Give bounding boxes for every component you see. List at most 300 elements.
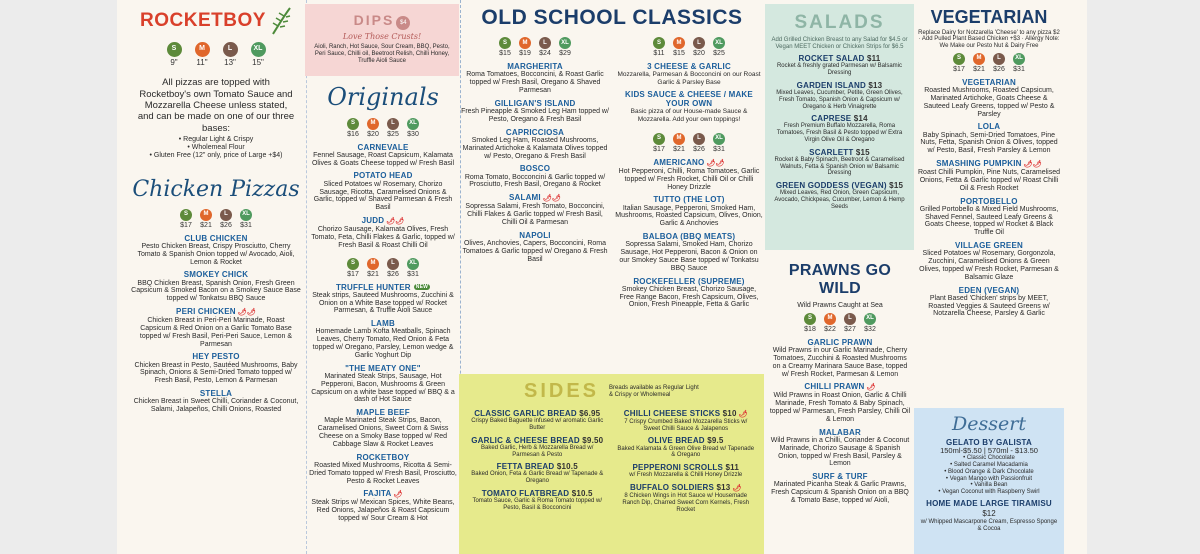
- size-dot: S: [347, 118, 359, 130]
- item-name: [309, 364, 457, 373]
- item-desc: Sliced Potatoes w/ Rosemary, Chorizo Sausage, Ricotta, Caramelised Onions & Garlic, topped w/ Shaved Parmesan & Fresh Basil: [313, 180, 453, 212]
- menu-item: [616, 409, 757, 432]
- size-price: $30: [407, 130, 419, 138]
- item-name-text: MAPLE BEEF: [356, 408, 410, 418]
- size-dot: XL: [407, 258, 419, 270]
- menu-item: [461, 128, 609, 161]
- size-option: [218, 209, 234, 230]
- size-price: $19: [519, 50, 531, 58]
- size-dot: M: [367, 258, 379, 270]
- item-name-text: TUTTO (THE LOT): [653, 195, 725, 205]
- menu-item: [771, 148, 908, 177]
- size-price: $31: [240, 221, 252, 229]
- item-price: $10.5: [554, 462, 578, 472]
- item-desc: Sopressa Salami, Smoked Ham, Chorizo Sausage, Hot Pepperoni, Bacon & Onion on our Smokey Sauce Base topped w/ Tonkatsu BBQ Sauce: [619, 241, 759, 272]
- classics-left: [461, 34, 609, 309]
- classics-columns: [461, 34, 763, 309]
- item-name-text: NAPOLI: [519, 230, 551, 240]
- menu-item: [131, 307, 301, 348]
- size-option: [345, 258, 361, 279]
- menu-item: [309, 143, 457, 168]
- tiramisu-desc: w/ Whipped Mascarpone Cream, Espresso Sponge & Cocoa: [920, 518, 1058, 532]
- size-option: [951, 53, 967, 74]
- menu-item: [769, 382, 911, 423]
- size-option: [971, 53, 987, 74]
- size-dot: L: [693, 37, 705, 49]
- size-option: [862, 313, 878, 334]
- size-price: $24: [539, 50, 551, 58]
- item-name-text: CHILLI CHEESE STICKS: [623, 409, 721, 418]
- item-price: $11: [723, 463, 739, 473]
- item-price: $11: [864, 54, 881, 64]
- item-name: [615, 62, 763, 71]
- sides-note: Breads available as Regular Light & Crispy or Wholemeal: [609, 384, 699, 398]
- menu-item: [309, 453, 457, 486]
- item-name: [461, 62, 609, 71]
- size-dot: M: [519, 37, 531, 49]
- item-name-text: HEY PESTO: [192, 352, 240, 362]
- menu-item: [461, 164, 609, 189]
- item-name: [616, 409, 757, 419]
- size-dot: L: [223, 42, 238, 57]
- chicken-prices: [131, 209, 301, 230]
- item-desc: Maple Marinated Steak Strips, Bacon, Caramelised Onions, Sweet Corn & Swiss Cheese on a Smoky Base topped w/ Red Cabbage Slaw & Rocket Leaves: [317, 417, 449, 448]
- item-name: [615, 195, 763, 204]
- flavour-item: • Vegan Coconut with Raspberry Swirl: [938, 489, 1040, 496]
- originals-items: [309, 143, 457, 250]
- item-desc: Wild Prawns in Roast Onion, Garlic & Chilli Marinade, Fresh Tomato & Baby Spinach, topped w/ Parmesan, Fresh Parsley, Chilli Oil & Lemon: [769, 392, 911, 423]
- logo-text: ROCKETBOY: [140, 10, 266, 32]
- item-name-text: SMASHING PUMPKIN: [936, 159, 1022, 169]
- item-name: [918, 78, 1060, 87]
- size-dot: L: [387, 118, 399, 130]
- item-name: [918, 241, 1060, 250]
- item-name-text: SCARLETT: [809, 147, 854, 157]
- item-name-text: VILLAGE GREEN: [955, 241, 1023, 251]
- originals-items-2: [309, 283, 457, 523]
- chili-icon: 🌶🌶: [542, 195, 562, 203]
- size-price: 11": [196, 58, 208, 67]
- size-option: [1011, 53, 1027, 74]
- menu-item: [769, 472, 911, 505]
- size-price: $20: [693, 50, 705, 58]
- item-name-text: GARLIC PRAWN: [807, 337, 873, 347]
- size-dot: XL: [251, 42, 266, 57]
- item-desc: Homemade Lamb Kofta Meatballs, Spinach Leaves, Cherry Tomato, Red Onion & Feta topped w/ Oregano, Parsley, Lemon wedge & Garlic Yoghurt Dip: [312, 328, 454, 359]
- item-desc: 8 Chicken Wings in Hot Sauce w/ Housemade Ranch Dip, Charred Sweet Corn Kernels, Fresh Rocket: [622, 493, 750, 513]
- item-name: [309, 143, 457, 152]
- chili-icon: 🌶🌶: [237, 309, 256, 317]
- size-price: $26: [993, 65, 1005, 73]
- item-desc: w/ Fresh Mozzarella & Chilli Honey Drizzle: [629, 472, 743, 479]
- item-desc: Wild Prawns in our Garlic Marinade, Cherry Tomatoes, Zucchini & Roasted Mushrooms on a Creamy Marinara Sauce Base, topped w/ Fresh Rocket, Parmesan & Lemon: [772, 347, 908, 378]
- menu-item: [467, 409, 608, 432]
- item-desc: Chicken Breast in Pesto, Sautéed Mushrooms, Baby Spinach, Onions & Semi-Dried Tomato topped w/ Fresh Basil, Pesto, Lemon & Parmesan: [134, 361, 298, 385]
- size-option: [246, 42, 270, 67]
- size-option: [711, 37, 727, 58]
- size-price: $18: [804, 325, 816, 333]
- item-name: [615, 90, 763, 108]
- originals-prices-2: [309, 258, 457, 279]
- item-desc: Chicken Breast in Sweet Chilli, Coriander & Coconut, Salami, Jalapeños, Chilli Onions, Roasted: [133, 398, 299, 414]
- size-option: [178, 209, 194, 230]
- size-option: [691, 133, 707, 154]
- item-name: [309, 319, 457, 328]
- item-price: $6.95: [576, 409, 601, 418]
- vegetarian-items: [918, 78, 1060, 318]
- item-name-text: CLASSIC GARLIC BREAD: [474, 409, 577, 418]
- menu-item: [131, 352, 301, 385]
- dips-box: [305, 4, 459, 76]
- item-name: [309, 283, 457, 292]
- dessert-title: Dessert: [952, 413, 1026, 435]
- bases-list: [131, 136, 301, 159]
- item-name: [131, 307, 301, 317]
- menu-item: [616, 463, 757, 479]
- size-dot: L: [220, 209, 232, 221]
- size-price: $21: [673, 145, 685, 153]
- classics-items-a: [461, 62, 609, 263]
- size-option: [385, 118, 401, 139]
- item-name: [616, 463, 757, 472]
- size-dot: S: [653, 133, 665, 145]
- item-name-text: LOLA: [977, 122, 1001, 132]
- item-desc: Smokey Chicken Breast, Chorizo Sausage, Free Range Bacon, Fresh Capsicum, Olives, Onion, Fresh Pineapple, Fetta & Garlic: [619, 285, 759, 309]
- dips-subtitle: Love Those Crusts!: [342, 32, 422, 42]
- item-name-text: ROCKETBOY: [356, 452, 410, 462]
- item-name-text: CARNEVALE: [357, 142, 409, 152]
- item-desc: Pesto Chicken Breast, Crispy Prosciutto, Cherry Tomato & Spanish Onion topped w/ Avocado, Aioli, Lemon & Rocket: [137, 242, 295, 266]
- size-option: [198, 209, 214, 230]
- item-desc: Fresh Premium Buffalo Mozzarella, Roma Tomatoes, Fresh Basil & Pesto topped w/ Extra Virgin Olive Oil & Oregano: [776, 123, 903, 143]
- item-name: [918, 159, 1060, 169]
- menu-item: [131, 389, 301, 414]
- dips-desc: Aioli, Ranch, Hot Sauce, Sour Cream, BBQ, Pesto, Peri Sauce, Chilli oil, Beetroot Relish, Chilli Honey, Truffle Aioli Sauce: [314, 44, 450, 64]
- menu-item: [461, 193, 609, 227]
- item-name-text: CLUB CHICKEN: [184, 233, 248, 243]
- salads-intro: Add Grilled Chicken Breast to any Salad for $4.5 or Vegan MEET Chicken or Chicken Strips for $6.5: [771, 36, 908, 50]
- salads-title: SALADS: [794, 12, 885, 33]
- item-desc: Olives, Anchovies, Capers, Bocconcini, Roma Tomatoes & Garlic topped w/ Oregano & Fresh Basil: [462, 239, 608, 263]
- item-name-text: PEPPERONI SCROLLS: [632, 463, 724, 473]
- size-price: 15": [252, 58, 264, 67]
- item-price: $10: [720, 409, 737, 418]
- item-name-text: MALABAR: [819, 427, 861, 437]
- menu-item: [615, 277, 763, 310]
- size-dot: S: [804, 313, 816, 325]
- item-desc: Mixed Leaves, Red Onion, Green Capsicum, Avocado, Chickpeas, Cucumber, Lemon & Hemp Seeds: [774, 190, 905, 210]
- prawns-title: PRAWNS GO WILD: [788, 262, 892, 298]
- size-dot: M: [200, 209, 212, 221]
- item-name: [461, 164, 609, 173]
- item-desc: Chorizo Sausage, Kalamata Olives, Fresh Tomato, Feta, Chilli Flakes & Garlic, topped w/ Fresh Basil & Roast Chilli Oil: [311, 226, 455, 249]
- size-price: $21: [973, 65, 985, 73]
- classics-items-b: [615, 62, 763, 123]
- item-name: [771, 114, 908, 123]
- base-option: • Regular Light & Crispy: [178, 136, 254, 144]
- size-price: $32: [864, 325, 876, 333]
- item-name-text: STELLA: [199, 389, 233, 399]
- menu-item: [309, 283, 457, 316]
- sides-box: [459, 374, 764, 554]
- item-price: $9.5: [704, 436, 724, 446]
- item-desc: Fresh Pineapple & Smoked Leg Ham topped w/ Pesto, Oregano & Fresh Basil: [461, 108, 609, 123]
- item-name: [615, 277, 763, 286]
- item-name-text: PORTOBELLO: [960, 196, 1018, 206]
- size-dot: L: [844, 313, 856, 325]
- size-option: [238, 209, 254, 230]
- item-name: [309, 216, 457, 226]
- item-name: [616, 436, 757, 445]
- chili-icon: 🌶: [393, 491, 403, 499]
- menu-item: [771, 114, 908, 143]
- menu-item: [918, 286, 1060, 319]
- menu-item: [771, 181, 908, 210]
- size-option: [711, 133, 727, 154]
- item-name-text: "THE MEATY ONE": [345, 363, 421, 373]
- chicken-pizzas-title: Chicken Pizzas: [132, 176, 300, 202]
- item-name: [461, 128, 609, 137]
- item-name-text: TRUFFLE HUNTER: [335, 282, 411, 292]
- size-option: [345, 118, 361, 139]
- item-name: [467, 409, 608, 418]
- item-name-text: KIDS SAUCE & CHEESE / MAKE YOUR OWN: [625, 89, 753, 109]
- item-name: [467, 436, 608, 445]
- flavour-item: • Salted Caramel Macadamia: [950, 462, 1028, 469]
- item-desc: Roast Chilli Pumpkin, Pine Nuts, Caramelised Onions, Fetta & Garlic topped w/ Roast Chilli Oil & Fresh Rocket: [918, 169, 1060, 192]
- size-price: $29: [559, 50, 571, 58]
- item-name: [467, 462, 608, 471]
- item-name: [131, 234, 301, 243]
- size-price: 13": [224, 58, 236, 67]
- item-name-text: OLIVE BREAD: [647, 436, 705, 446]
- item-name: [615, 158, 763, 168]
- size-dot: M: [195, 42, 210, 57]
- item-name-text: BUFFALO SOLDIERS: [629, 483, 715, 493]
- item-desc: 7 Crispy Crumbed Baked Mozzarella Sticks w/ Sweet Chilli Sauce & Jalapenos: [624, 419, 748, 432]
- flavour-item: • Vanilla Bean: [970, 482, 1008, 489]
- menu-item: [616, 436, 757, 459]
- item-desc: Mixed Leaves, Cucumber, Petite, Green Olives, Fresh Tomato, Spanish Onion & Capsicum w/ Oregano & Herb Vinaigrette: [776, 90, 903, 110]
- divider: [306, 0, 307, 554]
- sides-title: SIDES: [523, 380, 600, 402]
- item-desc: Smoked Leg Ham, Roasted Mushrooms, Marinated Artichoke & Kalamata Olives topped w/ Pesto, Oregano & Fresh Basil: [462, 136, 608, 160]
- item-name: [461, 231, 609, 240]
- menu-item: [615, 158, 763, 192]
- flavour-item: • Classic Chocolate: [963, 455, 1015, 462]
- item-desc: BBQ Chicken Breast, Spanish Onion, Fresh Green Capsicum & Smoked Bacon on a Smokey Sauce Base topped w/ Tonkatsu BBQ Sauce: [131, 279, 301, 303]
- size-option: [365, 118, 381, 139]
- size-option: [557, 37, 573, 58]
- chili-icon: 🌶: [738, 411, 748, 418]
- size-price: $26: [693, 145, 705, 153]
- vegetarian-prices: [918, 53, 1060, 74]
- item-name-text: VEGETARIAN: [962, 77, 1016, 87]
- size-option: [671, 133, 687, 154]
- menu-item: [461, 231, 609, 264]
- size-dot: L: [387, 258, 399, 270]
- item-desc: Marinated Steak Strips, Sausage, Hot Pepperoni, Bacon, Mushrooms & Green Capsicum on a white base topped w/ BBQ & a dash of Hot Sauce: [311, 372, 455, 404]
- size-price: $21: [200, 221, 212, 229]
- size-dot: S: [347, 258, 359, 270]
- menu-item: [309, 319, 457, 360]
- size-price: $17: [653, 145, 665, 153]
- chili-icon: 🌶🌶: [706, 159, 725, 167]
- menu-item: [467, 436, 608, 459]
- item-name: [309, 171, 457, 180]
- size-dot: S: [180, 209, 192, 221]
- menu-item: [131, 234, 301, 267]
- item-name-text: BALBOA (BBQ MEATS): [642, 232, 736, 242]
- salads-box: [765, 4, 914, 250]
- menu-item: [467, 489, 608, 512]
- item-desc: Grilled Portobello & Mixed Field Mushrooms, Shaved Fennel, Sauteed Leafy Greens & Goats Cheese, topped w/ Rocket & Black Truffle Oil: [919, 205, 1059, 237]
- chili-icon: 🌶🌶: [386, 217, 405, 225]
- item-name-text: LAMB: [371, 319, 395, 329]
- item-name-text: CAPRICCIOSA: [505, 127, 565, 137]
- menu-item: [918, 159, 1060, 193]
- item-desc: Steak strips, Sauteed Mushrooms, Zucchini & Onion on a White Base topped w/ Rocket Parmesan, & Truffle Aioli Sauce: [312, 291, 454, 315]
- sides-header: [467, 380, 756, 403]
- item-desc: Mozzarella, Parmesan & Bocconcini on our Roast Garlic & Parsley Base: [617, 71, 761, 86]
- classics-right: [615, 34, 763, 309]
- classics-title: OLD SCHOOL CLASSICS: [481, 6, 743, 29]
- item-name: [615, 232, 763, 241]
- size-price: $15: [499, 50, 511, 58]
- tiramisu-price: $12: [982, 508, 996, 518]
- item-desc: Roasted Mixed Mushrooms, Ricotta & Semi-Dried Tomato topped w/ Fresh Basil, Prosciutto, Pesto & Rocket Leaves: [309, 461, 457, 485]
- menu-item: [309, 216, 457, 250]
- classics-prices-c: [615, 133, 763, 154]
- size-option: [691, 37, 707, 58]
- size-price: $26: [220, 221, 232, 229]
- item-name-text: EDEN (VEGAN): [958, 285, 1020, 295]
- pizza-intro: All pizzas are topped with Rocketboy's own Tomato Sauce and Mozzarella Cheese unless stated, and can be made on one of our three bases:: [137, 77, 295, 134]
- item-name-text: POTATO HEAD: [353, 171, 413, 181]
- column-prawns: [769, 262, 911, 554]
- size-option: [497, 37, 513, 58]
- item-name-text: SALAMI: [508, 193, 541, 203]
- size-dot: M: [367, 118, 379, 130]
- size-price: $25: [713, 50, 725, 58]
- menu-item: [771, 81, 908, 110]
- item-desc: Basic pizza of our House-made Sauce & Mozzarella. Add your own toppings!: [630, 108, 748, 123]
- column-vegetarian: [914, 4, 1064, 404]
- item-name-text: CHILLI PRAWN: [804, 382, 865, 392]
- item-desc: Wild Prawns in a Chilli, Coriander & Coconut Marinade, Chorizo Sausage & Spanish Onion, topped w/ Fresh Basil, Parsley & Lemon: [770, 436, 910, 468]
- sides-right: [616, 405, 757, 513]
- item-name-text: GILLIGAN'S ISLAND: [494, 98, 576, 108]
- size-price: $17: [347, 270, 359, 278]
- size-price: $31: [1013, 65, 1025, 73]
- item-desc: Baked Garlic, Herb & Mozzarella Bread w/ Parmesan & Pesto: [481, 444, 594, 458]
- item-name-text: PERI CHICKEN: [176, 307, 236, 317]
- item-desc: Chicken Breast in Peri-Peri Marinade, Roast Capsicum & Red Onion on a Garlic Tomato Base topped w/ Fresh Basil, Peri-Peri Sauce, Lemon & Parmesan: [139, 317, 293, 348]
- size-guide: [131, 42, 301, 67]
- size-price: $27: [844, 325, 856, 333]
- new-badge: NEW: [415, 283, 429, 290]
- size-option: [218, 42, 242, 67]
- item-name: [771, 54, 908, 63]
- chili-icon: 🌶🌶: [1023, 161, 1042, 169]
- gelato-name: GELATO BY GALISTA: [946, 437, 1032, 447]
- size-dot: L: [539, 37, 551, 49]
- item-price: $13: [714, 483, 731, 493]
- item-name-text: FETTA BREAD: [496, 462, 555, 472]
- sides-columns: [467, 405, 756, 513]
- dips-title: DIPS: [353, 12, 395, 28]
- item-name: [616, 483, 757, 493]
- prawn-items: [769, 338, 911, 505]
- size-dot: M: [973, 53, 985, 65]
- originals-prices: [309, 118, 457, 139]
- size-dot: XL: [864, 313, 876, 325]
- menu-item: [918, 78, 1060, 119]
- size-dot: XL: [713, 37, 725, 49]
- menu-item: [461, 62, 609, 95]
- tiramisu-row: [920, 499, 1058, 519]
- size-price: $16: [347, 130, 359, 138]
- item-desc: Roma Tomato, Bocconcini & Garlic topped w/ Prosciutto, Fresh Basil, Oregano & Rocket: [464, 173, 606, 189]
- item-name: [131, 270, 301, 279]
- menu-item: [467, 462, 608, 485]
- menu-board: [117, 0, 1087, 554]
- size-dot: S: [953, 53, 965, 65]
- flavour-list: [920, 455, 1058, 495]
- item-name-text: GREEN GODDESS (VEGAN): [775, 180, 887, 190]
- dips-price-badge: $4: [396, 16, 410, 30]
- item-price: $10.5: [569, 488, 593, 498]
- item-name: [771, 148, 908, 157]
- item-desc: Baby Spinach, Semi-Dried Tomatoes, Pine Nuts, Fetta, Spanish Onion & Olives, topped w/ Pesto, Basil, Fresh Parsley & Lemon: [920, 131, 1058, 155]
- size-dot: M: [824, 313, 836, 325]
- menu-item: [309, 364, 457, 405]
- item-price: $15: [886, 180, 904, 190]
- size-option: [822, 313, 838, 334]
- item-name-text: SMOKEY CHICK: [183, 270, 249, 280]
- dips-title-row: [311, 12, 453, 30]
- item-name: [918, 122, 1060, 131]
- flavour-item: • Blood Orange & Dark Chocolate: [944, 468, 1034, 475]
- menu-item: [309, 171, 457, 212]
- item-desc: Steak Strips w/ Mexican Spices, White Beans, Red Onions, Jalapeños & Roast Capsicum topped w/ Sour Cream & Hot: [311, 499, 455, 523]
- size-price: $22: [824, 325, 836, 333]
- size-dot: M: [673, 37, 685, 49]
- item-name: [769, 338, 911, 347]
- item-name: [771, 81, 908, 90]
- menu-item: [309, 489, 457, 523]
- item-name-text: ROCKEFELLER (SUPREME): [633, 276, 745, 286]
- salad-items: [771, 54, 908, 210]
- size-price: $31: [407, 270, 419, 278]
- size-dot: S: [653, 37, 665, 49]
- flavour-item: • Vegan Mango with Passionfruit: [945, 475, 1033, 482]
- item-price: $9.50: [579, 435, 604, 445]
- size-option: [651, 37, 667, 58]
- prawns-prices: [769, 313, 911, 334]
- size-price: $11: [653, 50, 665, 58]
- item-name: [771, 181, 908, 190]
- size-dot: L: [993, 53, 1005, 65]
- menu-item: [771, 54, 908, 77]
- chicken-items: [131, 234, 301, 414]
- size-option: [162, 42, 186, 67]
- item-price: $13: [865, 80, 883, 90]
- size-price: $17: [180, 221, 192, 229]
- item-name: [309, 408, 457, 417]
- item-desc: Marinated Picanha Steak & Garlic Prawns, Fresh Capsicum & Spanish Onion on a BBQ & Tomato Base, topped w/ Aioli,: [771, 481, 909, 505]
- item-desc: Roma Tomatoes, Bocconcini, & Roast Garlic topped w/ Fresh Basil, Oregano & Shaved Parmesan: [466, 71, 604, 95]
